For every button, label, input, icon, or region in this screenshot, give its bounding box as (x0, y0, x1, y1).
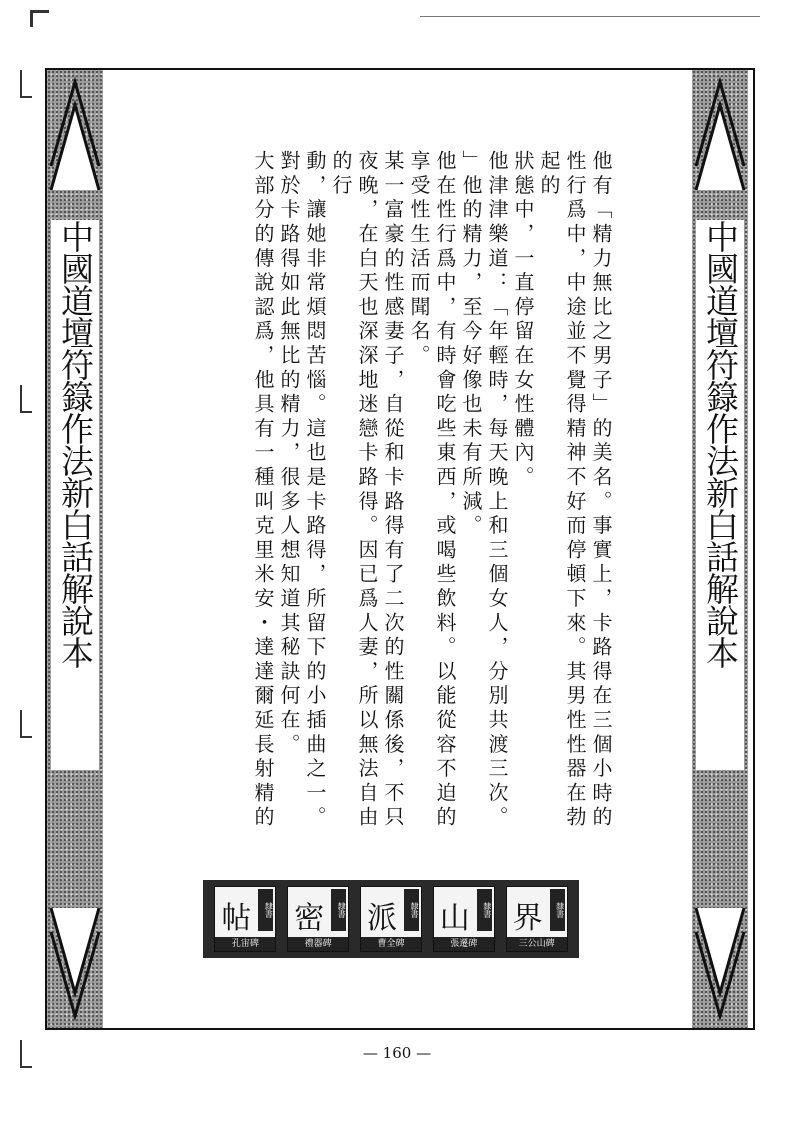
left-side-banner (47, 70, 103, 1028)
text-column: 某一富豪的性感妻子，自從和卡路得有了二次的性關係後，不只 (381, 150, 405, 831)
text-column: 動，讓她非常煩悶苦惱。這也是卡路得，所留下的小插曲之一。 (303, 150, 327, 831)
side-title: 中國道壇符籙作法新白話解說本 (696, 220, 744, 770)
scan-corner-mark (30, 10, 49, 27)
chevron-ornament-icon (692, 898, 748, 1028)
chevron-ornament-icon (47, 898, 103, 1028)
text-column: 夜晚，在白天也深深地迷戀卡路得。因已爲人妻，所以無法自由的行 (329, 150, 379, 831)
text-column: 對於卡路得如此無比的精力，很多人想知道其秘訣何在。 (277, 150, 301, 758)
body-text (140, 150, 614, 840)
side-title: 中國道壇符籙作法新白話解說本 (51, 220, 99, 770)
chevron-ornament-icon (47, 70, 103, 200)
calligraphy-cell: 山 隸書 張遷碑 (433, 886, 495, 952)
calligraphy-cell: 帖 隸書 孔宙碑 (214, 886, 276, 952)
calligraphy-cell: 派 隸書 曹全碑 (360, 886, 422, 952)
text-column: 性行爲中，中途並不覺得精神不好而停頓下來。其男性性器在勃起的 (537, 150, 587, 831)
text-column: 他津津樂道：「年輕時，每天晚上和三個女人，分別共渡三次。 (485, 150, 509, 831)
page-number: — 160 — (362, 1044, 432, 1062)
scan-edge-mark (20, 710, 32, 738)
scan-edge-mark (20, 385, 32, 413)
calligraphy-banner (203, 880, 579, 958)
text-column: 享受性生活而聞名。 (407, 150, 431, 369)
calligraphy-cell: 密 隸書 禮器碑 (287, 886, 349, 952)
right-side-banner (692, 70, 748, 1028)
text-column: 他有「精力無比之男子」的美名。事實上，卡路得在三個小時的 (589, 150, 613, 831)
scan-top-line (420, 16, 760, 17)
chevron-ornament-icon (692, 70, 748, 200)
text-column: 」他的精力，至今好像也未有所減。 (459, 150, 483, 539)
scan-edge-mark (20, 70, 32, 98)
text-column: 狀態中，一直停留在女性體內。 (511, 150, 535, 491)
text-column: 大部分的傳說認爲，他具有一種叫克里米安・達達爾延長射精的 (251, 150, 275, 831)
text-column: 他在性行爲中，有時會吃些東西，或喝些飲料。以能從容不迫的 (433, 150, 457, 831)
calligraphy-cell: 界 隸書 三公山碑 (506, 886, 568, 952)
